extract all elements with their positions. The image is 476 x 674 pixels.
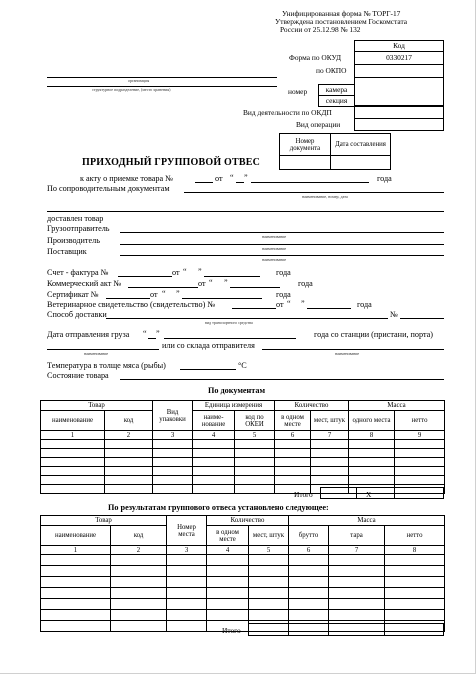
certificate-date-line[interactable] bbox=[182, 298, 262, 299]
certificate-number-line[interactable] bbox=[106, 298, 150, 299]
vet-quote-open: “ bbox=[287, 299, 291, 308]
t1-unit-name-header: наиме-нование bbox=[193, 411, 235, 431]
approved-line2: России от 25.12.98 № 132 bbox=[280, 25, 361, 34]
t2-num-6: 6 bbox=[289, 546, 329, 555]
akt-day-line[interactable] bbox=[236, 182, 244, 183]
t2-mass-header: Масса bbox=[289, 516, 445, 526]
table-row[interactable] bbox=[41, 440, 445, 449]
certificate-quote-open: “ bbox=[162, 289, 166, 298]
okud-value: 0330217 bbox=[386, 53, 412, 62]
invoice-number-line[interactable] bbox=[118, 276, 172, 277]
dispatch-month-line[interactable] bbox=[164, 338, 296, 339]
vet-year-label: года bbox=[357, 300, 372, 309]
temperature-label: Температура в толще мяса (рыбы) bbox=[47, 361, 166, 370]
t1-num-6: 6 bbox=[275, 431, 311, 440]
number-label: номер bbox=[288, 87, 308, 96]
t2-num-5: 5 bbox=[249, 546, 289, 555]
station-caption: наименование bbox=[84, 351, 109, 356]
t2-in-one-place-header: в одном месте bbox=[207, 526, 249, 546]
doc-number-date-table bbox=[279, 133, 391, 170]
t2-code-header: код bbox=[111, 526, 167, 546]
t1-num-9: 9 bbox=[395, 431, 445, 440]
t1-places-pieces-header: мест, штук bbox=[311, 411, 349, 431]
table-row[interactable] bbox=[41, 610, 445, 621]
commercial-number-line[interactable] bbox=[128, 287, 198, 288]
invoice-quote-close: ” bbox=[198, 267, 202, 276]
page-title: ПРИХОДНЫЙ ГРУППОВОЙ ОТВЕС bbox=[82, 157, 261, 168]
t2-total-gross[interactable] bbox=[288, 623, 329, 636]
shipper-label: Грузоотправитель bbox=[47, 224, 110, 233]
t2-total-label: Итого bbox=[222, 626, 241, 635]
okud-cell[interactable] bbox=[354, 51, 444, 65]
t1-total-in-one-place[interactable] bbox=[320, 487, 357, 499]
akt-number-line[interactable] bbox=[195, 182, 213, 183]
certificate-quote-close: ” bbox=[176, 289, 180, 298]
approved-line1: Утверждена постановлением Госкомстата bbox=[275, 17, 408, 26]
t1-mass-header: Масса bbox=[349, 401, 445, 411]
from-station-label: года со станции (пристани, порта) bbox=[314, 330, 434, 339]
vet-from-label: от bbox=[276, 300, 284, 309]
akt-quote-close: ” bbox=[244, 173, 248, 182]
akt-year-label: года bbox=[377, 174, 392, 183]
producer-caption: наименование bbox=[262, 246, 287, 251]
okpo-cell[interactable] bbox=[354, 64, 444, 78]
producer-line[interactable] bbox=[120, 244, 444, 245]
table1-title: По документам bbox=[208, 386, 266, 395]
t1-unit-header: Единица измерения bbox=[193, 401, 275, 411]
akt-month-line[interactable] bbox=[251, 182, 369, 183]
section-cell bbox=[318, 95, 355, 107]
table-row[interactable] bbox=[41, 577, 445, 588]
t1-one-place-header: одного места bbox=[349, 411, 395, 431]
commercial-year-label: года bbox=[298, 279, 313, 288]
by-documents-table bbox=[40, 400, 445, 494]
operation-label: Вид операции bbox=[296, 120, 341, 129]
vet-quote-close: ” bbox=[301, 299, 305, 308]
akt-quote-open: “ bbox=[230, 173, 234, 182]
t1-name-header: наименование bbox=[41, 411, 105, 431]
okud-label: Форма по ОКУД bbox=[289, 53, 342, 62]
table2-title: По результатам группового отвеса установлено следующее: bbox=[108, 503, 329, 512]
commercial-from-label: от bbox=[198, 279, 206, 288]
delivery-method-line[interactable] bbox=[106, 318, 388, 319]
warehouse-line[interactable] bbox=[262, 349, 444, 350]
table-row[interactable] bbox=[41, 599, 445, 610]
delivered-label: доставлен товар bbox=[47, 214, 104, 223]
condition-line[interactable] bbox=[120, 379, 444, 380]
supplier-label: Поставщик bbox=[47, 247, 87, 256]
vet-label: Ветеринарное свидетельство (свидетельство) № bbox=[47, 300, 216, 309]
org-caption: организация bbox=[128, 78, 150, 83]
t1-quantity-header: Количество bbox=[275, 401, 349, 411]
table-row[interactable] bbox=[41, 555, 445, 566]
t2-name-header: наименование bbox=[41, 526, 111, 546]
doc-number-cell[interactable] bbox=[280, 156, 331, 170]
commercial-quote-close: ” bbox=[224, 278, 228, 287]
accompanying-caption: наименование, номер, дата bbox=[302, 194, 348, 199]
t2-quantity-header: Количество bbox=[207, 516, 289, 526]
section-label: секция bbox=[325, 96, 348, 105]
certificate-year-label: года bbox=[276, 290, 291, 299]
t2-num-7: 7 bbox=[329, 546, 385, 555]
t1-total-label: Итого bbox=[294, 490, 313, 499]
temperature-line[interactable] bbox=[180, 369, 236, 370]
t1-code-header: код bbox=[105, 411, 153, 431]
t2-num-2: 2 bbox=[111, 546, 167, 555]
vet-date-line[interactable] bbox=[307, 308, 351, 309]
t1-num-1: 1 bbox=[41, 431, 105, 440]
t1-num-2: 2 bbox=[105, 431, 153, 440]
shipper-line[interactable] bbox=[120, 232, 444, 233]
dispatch-date-label: Дата отправления груза bbox=[47, 330, 130, 339]
invoice-year-label: года bbox=[276, 268, 291, 277]
invoice-from-label: от bbox=[172, 268, 180, 277]
t1-total-places[interactable] bbox=[356, 487, 395, 499]
t1-num-8: 8 bbox=[349, 431, 395, 440]
t2-goods-header: Товар bbox=[41, 516, 167, 526]
t1-okei-header: код по ОКЕИ bbox=[235, 411, 275, 431]
warehouse-caption: наименование bbox=[335, 351, 360, 356]
org-line[interactable] bbox=[47, 77, 277, 78]
t2-num-4: 4 bbox=[207, 546, 249, 555]
camera-label: камера bbox=[325, 85, 348, 94]
supplier-caption: наименование bbox=[262, 257, 287, 262]
akt-label: к акту о приемке товара № bbox=[80, 174, 173, 183]
warehouse-label: или со склада отправителя bbox=[162, 341, 255, 350]
t2-total-net[interactable] bbox=[384, 623, 444, 636]
t2-place-number-header: Номер места bbox=[167, 516, 207, 546]
invoice-label: Счет - фактура № bbox=[47, 268, 109, 277]
doc-date-header: Дата составления bbox=[331, 134, 391, 156]
vet-number-line[interactable] bbox=[232, 308, 276, 309]
table-row[interactable] bbox=[41, 449, 445, 458]
accompanying-line2[interactable] bbox=[47, 211, 444, 212]
delivery-no-label: № bbox=[390, 310, 398, 319]
t2-gross-header: брутто bbox=[289, 526, 329, 546]
invoice-quote-open: “ bbox=[183, 267, 187, 276]
certificate-label: Сертификат № bbox=[47, 290, 99, 299]
table-row[interactable] bbox=[41, 566, 445, 577]
t2-num-8: 8 bbox=[385, 546, 445, 555]
table-row[interactable] bbox=[41, 467, 445, 476]
t2-total-places[interactable] bbox=[248, 623, 289, 636]
okdp-label: Вид деятельности по ОКДП bbox=[243, 108, 332, 117]
supplier-line[interactable] bbox=[120, 255, 444, 256]
celsius-label: °С bbox=[238, 361, 247, 370]
condition-label: Состояние товара bbox=[47, 371, 109, 380]
t2-num-3: 3 bbox=[167, 546, 207, 555]
t2-num-1: 1 bbox=[41, 546, 111, 555]
unit-code-cell[interactable] bbox=[354, 77, 444, 106]
commercial-label: Коммерческий акт № bbox=[47, 279, 122, 288]
doc-date-cell[interactable] bbox=[331, 156, 391, 170]
group-weighing-table bbox=[40, 515, 445, 632]
t1-num-4: 4 bbox=[193, 431, 235, 440]
dispatch-quote-open: “ bbox=[143, 329, 147, 338]
t1-num-7: 7 bbox=[311, 431, 349, 440]
accompanying-label: По сопроводительным документам bbox=[47, 184, 170, 193]
dispatch-quote-close: ” bbox=[156, 329, 160, 338]
commercial-quote-open: “ bbox=[209, 278, 213, 287]
okpo-label: по ОКПО bbox=[316, 66, 347, 75]
t1-package-header: Вид упаковки bbox=[153, 401, 193, 431]
transport-caption: вид транспортного средства bbox=[205, 320, 253, 325]
certificate-from-label: от bbox=[150, 290, 158, 299]
doc-number-header: Номер документа bbox=[280, 134, 331, 156]
t2-tare-header: тара bbox=[329, 526, 385, 546]
table-row[interactable] bbox=[41, 588, 445, 599]
dispatch-day-line[interactable] bbox=[148, 338, 156, 339]
operation-cell[interactable] bbox=[354, 118, 444, 131]
delivery-number-line[interactable] bbox=[400, 318, 444, 319]
t1-in-one-place-header: в одном месте bbox=[275, 411, 311, 431]
shipper-caption: наименование bbox=[262, 234, 287, 239]
codes-header-label: Код bbox=[393, 41, 405, 50]
station-name-line[interactable] bbox=[47, 349, 159, 350]
t1-total-x-cell bbox=[394, 487, 444, 499]
producer-label: Производитель bbox=[47, 236, 100, 245]
t1-net-header: нетто bbox=[395, 411, 445, 431]
t1-num-5: 5 bbox=[235, 431, 275, 440]
table-row[interactable] bbox=[41, 476, 445, 485]
t2-net-header: нетто bbox=[385, 526, 445, 546]
table-row[interactable] bbox=[41, 458, 445, 467]
t1-num-3: 3 bbox=[153, 431, 193, 440]
commercial-date-line[interactable] bbox=[230, 287, 280, 288]
t1-goods-header: Товар bbox=[41, 401, 153, 411]
accompanying-line[interactable] bbox=[184, 192, 444, 193]
akt-from-label: от bbox=[215, 174, 223, 183]
form-name: Унифицированная форма № ТОРГ-17 bbox=[282, 9, 401, 18]
t1-total-x-mark: X bbox=[366, 490, 372, 499]
invoice-date-line[interactable] bbox=[204, 276, 260, 277]
t2-places-pieces-header: мест, штук bbox=[249, 526, 289, 546]
t2-total-tare[interactable] bbox=[328, 623, 385, 636]
unit-caption: структурное подразделение, (место хранения) bbox=[92, 87, 171, 92]
delivery-method-label: Способ доставки bbox=[47, 310, 107, 319]
